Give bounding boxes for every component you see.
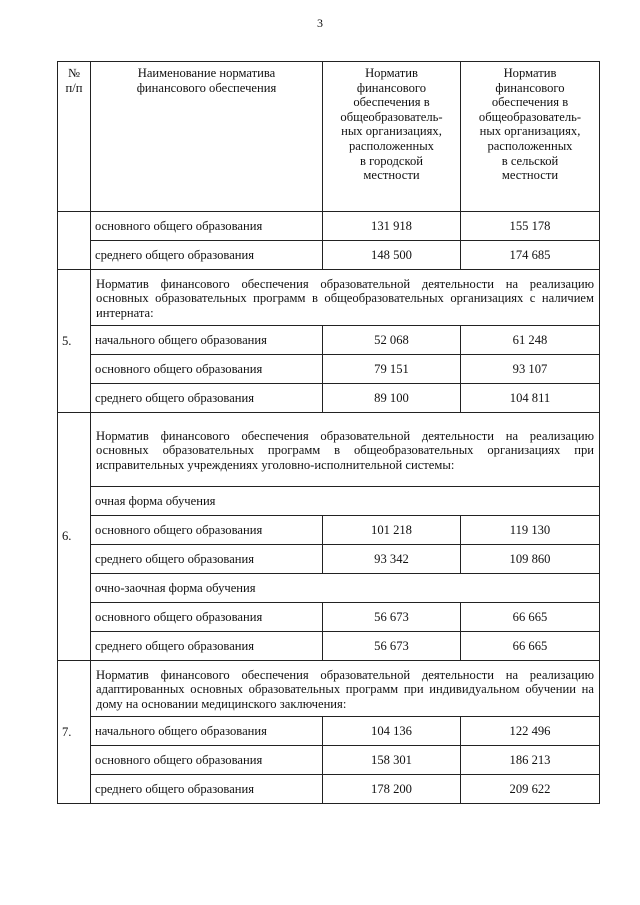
row-label: основного общего образования [91, 516, 323, 545]
rural-value: 66 665 [461, 632, 600, 661]
normatives-table [57, 61, 600, 804]
row-label: среднего общего образования [91, 545, 323, 574]
section-6-row [58, 413, 600, 487]
section-5-number: 5. [58, 270, 91, 413]
subheading-row [58, 487, 600, 516]
table-row [58, 516, 600, 545]
header-number: № п/п [58, 62, 91, 212]
city-value: 56 673 [323, 632, 461, 661]
table-row [58, 545, 600, 574]
row-label: среднего общего образования [91, 632, 323, 661]
rural-value: 93 107 [461, 355, 600, 384]
section-7-row [58, 661, 600, 717]
city-value: 93 342 [323, 545, 461, 574]
section-5-row [58, 270, 600, 326]
rural-value: 122 496 [461, 717, 600, 746]
row-label: начального общего образования [91, 717, 323, 746]
row-label: среднего общего образования [91, 384, 323, 413]
table-row [58, 603, 600, 632]
section-7-description: Норматив финансового обеспечения образовательной деятельности на реализацию адаптированных основных образовательных программ при индивидуальном обучении на дому на основании медицинского заключения: [91, 661, 600, 717]
city-value: 148 500 [323, 241, 461, 270]
row-label: среднего общего образования [91, 775, 323, 804]
table-row [58, 326, 600, 355]
table-row [58, 212, 600, 241]
city-value: 56 673 [323, 603, 461, 632]
row-label: основного общего образования [91, 603, 323, 632]
subheading-row [58, 574, 600, 603]
table-row [58, 632, 600, 661]
rural-value: 119 130 [461, 516, 600, 545]
rural-value: 174 685 [461, 241, 600, 270]
header-city: Норматив финансового обеспечения в общеобразователь- ных организациях, расположенных в городской местности [323, 62, 461, 212]
row-label: основного общего образования [91, 355, 323, 384]
row-label: среднего общего образования [91, 241, 323, 270]
continued-number-cell [58, 212, 91, 270]
section-6-number: 6. [58, 413, 91, 661]
rural-value: 209 622 [461, 775, 600, 804]
table-row [58, 384, 600, 413]
city-value: 89 100 [323, 384, 461, 413]
table-row [58, 241, 600, 270]
fulltime-subheading: очная форма обучения [91, 487, 600, 516]
rural-value: 66 665 [461, 603, 600, 632]
city-value: 131 918 [323, 212, 461, 241]
city-value: 178 200 [323, 775, 461, 804]
city-value: 104 136 [323, 717, 461, 746]
table-header-row [58, 62, 600, 212]
rural-value: 61 248 [461, 326, 600, 355]
city-value: 101 218 [323, 516, 461, 545]
table-row [58, 717, 600, 746]
table-row [58, 775, 600, 804]
row-label: начального общего образования [91, 326, 323, 355]
table-row [58, 355, 600, 384]
city-value: 158 301 [323, 746, 461, 775]
table-row [58, 746, 600, 775]
rural-value: 104 811 [461, 384, 600, 413]
header-name: Наименование норматива финансового обеспечения [91, 62, 323, 212]
rural-value: 109 860 [461, 545, 600, 574]
section-5-description: Норматив финансового обеспечения образовательной деятельности на реализацию основных образовательных программ в общеобразовательных организациях с наличием интерната: [91, 270, 600, 326]
row-label: основного общего образования [91, 212, 323, 241]
page-number: 3 [317, 16, 323, 30]
city-value: 52 068 [323, 326, 461, 355]
city-value: 79 151 [323, 355, 461, 384]
header-rural: Норматив финансового обеспечения в общеобразователь- ных организациях, расположенных в сельской местности [461, 62, 600, 212]
rural-value: 155 178 [461, 212, 600, 241]
rural-value: 186 213 [461, 746, 600, 775]
section-7-number: 7. [58, 661, 91, 804]
section-6-description: Норматив финансового обеспечения образовательной деятельности на реализацию основных образовательных программ в общеобразовательных организациях при исправительных учреждениях уголовно-исполнительной системы: [91, 413, 600, 487]
row-label: основного общего образования [91, 746, 323, 775]
parttime-subheading: очно-заочная форма обучения [91, 574, 600, 603]
